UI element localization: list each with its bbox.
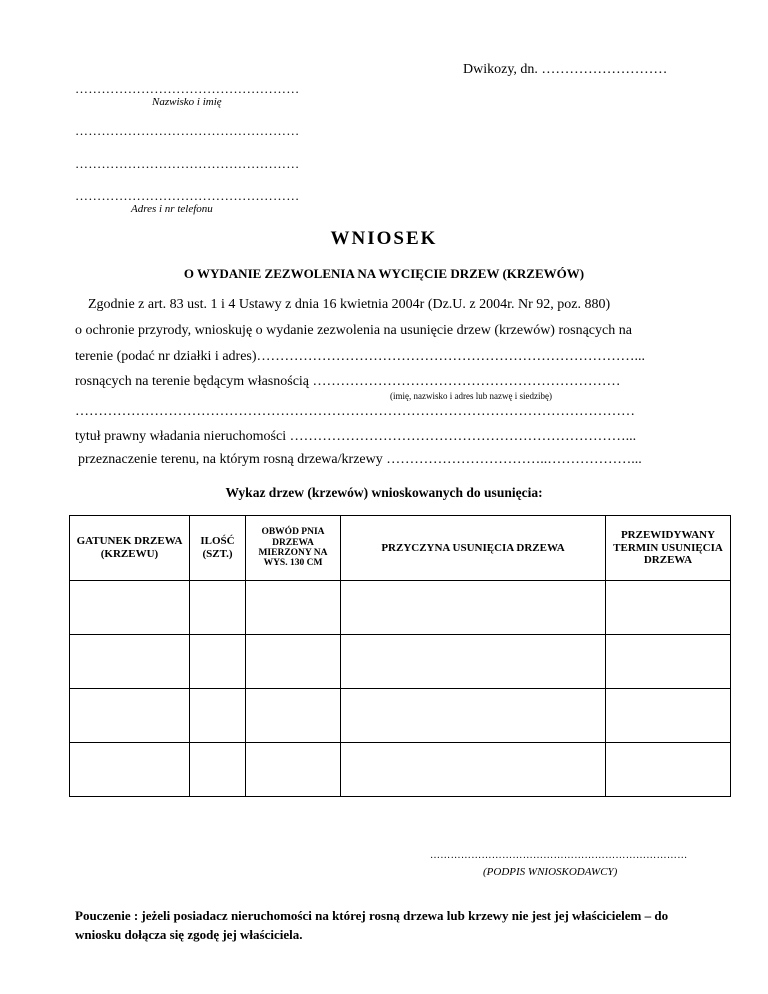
table-row [70,743,731,797]
signature-field[interactable]: ………………………………………………………………… [430,850,688,861]
cell-reason[interactable] [341,581,606,635]
document-title: WNIOSEK [330,228,438,249]
table-header-row [70,516,731,581]
owner-note: (imię, nazwisko i adres lub nazwę i siedzibę) [390,391,552,401]
cell-removal-date[interactable] [606,689,731,743]
column-header-species: GATUNEK DRZEWA (KRZEWU) [70,516,190,581]
cell-removal-date[interactable] [606,635,731,689]
legal-title-field[interactable]: tytuł prawny władania nieruchomości ………………………………………………………………... [75,429,637,444]
place-date-field[interactable]: Dwikozy, dn. ……………………… [463,62,668,77]
cell-circumference[interactable] [246,635,341,689]
address-line-3-field[interactable]: …………………………………………… [75,188,300,203]
land-purpose-field[interactable]: przeznaczenie terenu, na którym rosną drzewa/krzewy ……………………………..………………... [78,452,642,467]
signature-caption: (PODPIS WNIOSKODAWCY) [483,866,618,878]
cell-quantity[interactable] [190,743,246,797]
cell-species[interactable] [70,581,190,635]
owner-continuation-field[interactable]: ………………………………………………………………………………………………………… [75,404,635,419]
cell-quantity[interactable] [190,689,246,743]
column-header-reason: PRZYCZYNA USUNIĘCIA DRZEWA [341,516,606,581]
notice-text: Pouczenie : jeżeli posiadacz nieruchomości na której rosną drzewa lub krzewy nie jest jej właścicielem – do wniosku dołącza się zgodę jej właściciela. [75,908,669,942]
cell-quantity[interactable] [190,635,246,689]
table-row [70,689,731,743]
table-row [70,635,731,689]
address-line-1-field[interactable]: …………………………………………… [75,123,300,138]
owner-field[interactable]: rosnących na terenie będącym własnością ………………………………………………………… [75,374,621,389]
column-header-quantity: ILOŚĆ (SZT.) [190,516,246,581]
cell-species[interactable] [70,635,190,689]
cell-removal-date[interactable] [606,743,731,797]
applicant-name-field[interactable]: …………………………………………… [75,81,300,96]
column-header-removal-date: PRZEWIDYWANY TERMIN USUNIĘCIA DRZEWA [606,516,731,581]
name-caption: Nazwisko i imię [152,96,222,108]
address-caption: Adres i nr telefonu [131,203,213,215]
cell-circumference[interactable] [246,581,341,635]
legal-basis-line: Zgodnie z art. 83 ust. 1 i 4 Ustawy z dnia 16 kwietnia 2004r (Dz.U. z 2004r. Nr 92, poz. 880) [88,297,611,312]
cell-circumference[interactable] [246,743,341,797]
cell-removal-date[interactable] [606,581,731,635]
tree-list-table [69,515,731,797]
document-subtitle: O WYDANIE ZEZWOLENIA NA WYCIĘCIE DRZEW (KRZEWÓW) [183,266,585,281]
table-row [70,581,731,635]
cell-species[interactable] [70,689,190,743]
plot-address-field[interactable]: terenie (podać nr działki i adres)………………………………………………………………………... [75,349,646,364]
cell-circumference[interactable] [246,689,341,743]
tree-list-heading: Wykaz drzew (krzewów) wnioskowanych do usunięcia: [225,485,543,500]
cell-reason[interactable] [341,689,606,743]
address-line-2-field[interactable]: …………………………………………… [75,156,300,171]
cell-species[interactable] [70,743,190,797]
column-header-circumference: OBWÓD PNIA DRZEWA MIERZONY NA WYS. 130 CM [246,516,341,581]
cell-reason[interactable] [341,635,606,689]
request-line: o ochronie przyrody, wnioskuję o wydanie zezwolenia na usunięcie drzew (krzewów) rosnących na [75,323,632,338]
cell-reason[interactable] [341,743,606,797]
cell-quantity[interactable] [190,581,246,635]
